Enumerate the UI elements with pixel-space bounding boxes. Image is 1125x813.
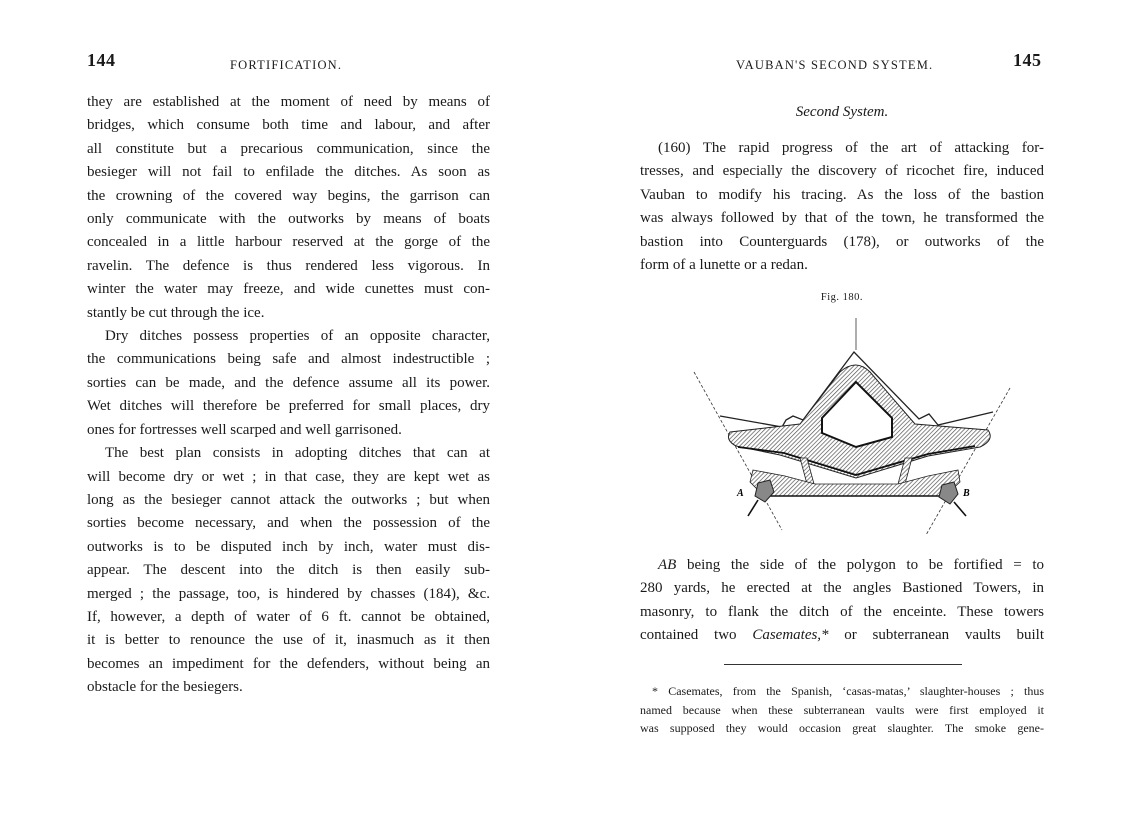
text-line: ones for fortresses well scarped and well garrisoned. (87, 421, 402, 438)
text-line: If, however, a depth of water of 6 ft. cannot be obtained, (87, 608, 490, 625)
left-body-text (87, 91, 490, 700)
footnote-line: was supposed they would occasion great slaughter. The smoke gene- (640, 721, 1044, 735)
text-line: merged ; the passage, too, is hindered by chasses (184), &c. (87, 585, 490, 602)
right-page (560, 0, 1125, 813)
text-span: being the side of the polygon to be fortified = to (676, 557, 1044, 573)
running-head-right: VAUBAN'S SECOND SYSTEM. (736, 58, 934, 72)
footnote-divider (724, 664, 962, 665)
ab-label: AB (658, 557, 677, 573)
page-number-left: 144 (87, 50, 116, 70)
text-line: they are established at the moment of need by means of (87, 94, 490, 110)
text-line: concealed in a little harbour reserved at the gorge of the (87, 234, 490, 251)
right-para-2 (640, 554, 1044, 648)
text-line: outworks is to be disputed inch by inch, water must dis- (87, 538, 490, 555)
text-line: the crowning of the covered way begins, the garrison can (87, 187, 490, 204)
text-line (640, 554, 1044, 577)
text-line: The best plan consists in adopting ditches that can at (105, 445, 490, 462)
text-line: 280 yards, he erected at the angles Bastioned Towers, in (640, 580, 1044, 597)
text-line: obstacle for the besiegers. (87, 679, 243, 696)
text-line: besieger will not fail to enfilade the ditches. As soon as (87, 164, 490, 181)
right-para-1 (640, 137, 1044, 277)
text-line: it is better to renounce the use of it, inasmuch as it then (87, 632, 490, 649)
text-line: Dry ditches possess properties of an opposite character, (105, 328, 490, 345)
footnote-line: * Casemates, from the Spanish, ‘casas-matas,’ slaughter-houses ; thus (652, 684, 1044, 698)
text-span: contained two (640, 627, 753, 644)
text-line: all constitute but a precarious communication, since the (87, 140, 490, 157)
casemates-term: Casemates,* (752, 627, 829, 644)
section-title: Second System. (795, 104, 889, 120)
tower-a (755, 480, 774, 502)
text-line: Vauban to modify his tracing. As the loss of the bastion (640, 186, 1044, 203)
text-line: the communications being safe and almost indestructible ; (87, 351, 490, 368)
text-line: (160) The rapid progress of the art of attacking for- (658, 140, 1044, 156)
text-line: sorties can be made, and the defence assume all its power. (87, 374, 490, 391)
text-span: or subterranean vaults built (828, 627, 1044, 644)
text-line: bastion into Counterguards (178), or outworks of the (640, 233, 1044, 250)
text-line: masonry, to flank the ditch of the enceinte. These towers (640, 603, 1044, 620)
text-line: will become dry or wet ; in that case, they are kept wet as (87, 468, 490, 485)
text-line: bridges, which consume both time and labour, and after (87, 117, 490, 134)
text-line: Wet ditches will therefore be preferred for small places, dry (87, 398, 490, 415)
point-a-label: A (737, 488, 744, 499)
figure-caption: Fig. 180. (820, 292, 864, 303)
text-line: form of a lunette or a redan. (640, 257, 808, 274)
text-line: sorties become necessary, and when the possession of the (87, 515, 490, 532)
text-line: winter the water may freeze, and wide cunettes must con- (87, 281, 490, 298)
text-line: stantly be cut through the ice. (87, 304, 265, 321)
text-line: becomes an impediment for the defenders, without being an (87, 655, 490, 672)
text-line: long as the besieger cannot attack the outworks ; but when (87, 491, 490, 508)
text-line: was always followed by that of the town, he transformed the (640, 210, 1044, 227)
fortification-diagram (680, 310, 1030, 550)
tower-b (939, 482, 958, 504)
text-line: ravelin. The defence is thus rendered less vigorous. In (87, 257, 490, 274)
footnote (640, 682, 1044, 738)
text-line (640, 624, 1044, 647)
point-b-label: B (963, 488, 970, 499)
text-line: tresses, and especially the discovery of ricochet fire, induced (640, 163, 1044, 180)
text-line: appear. The descent into the ditch is then easily sub- (87, 562, 490, 579)
running-head-left: FORTIFICATION. (230, 58, 343, 72)
left-page (0, 0, 560, 813)
right-dashed-line (926, 388, 1010, 535)
text-line: only communicate with the outworks by means of boats (87, 211, 490, 228)
footnote-line: named because when these subterranean vaults were first employed it (640, 702, 1044, 717)
page-number-right: 145 (1013, 50, 1042, 70)
